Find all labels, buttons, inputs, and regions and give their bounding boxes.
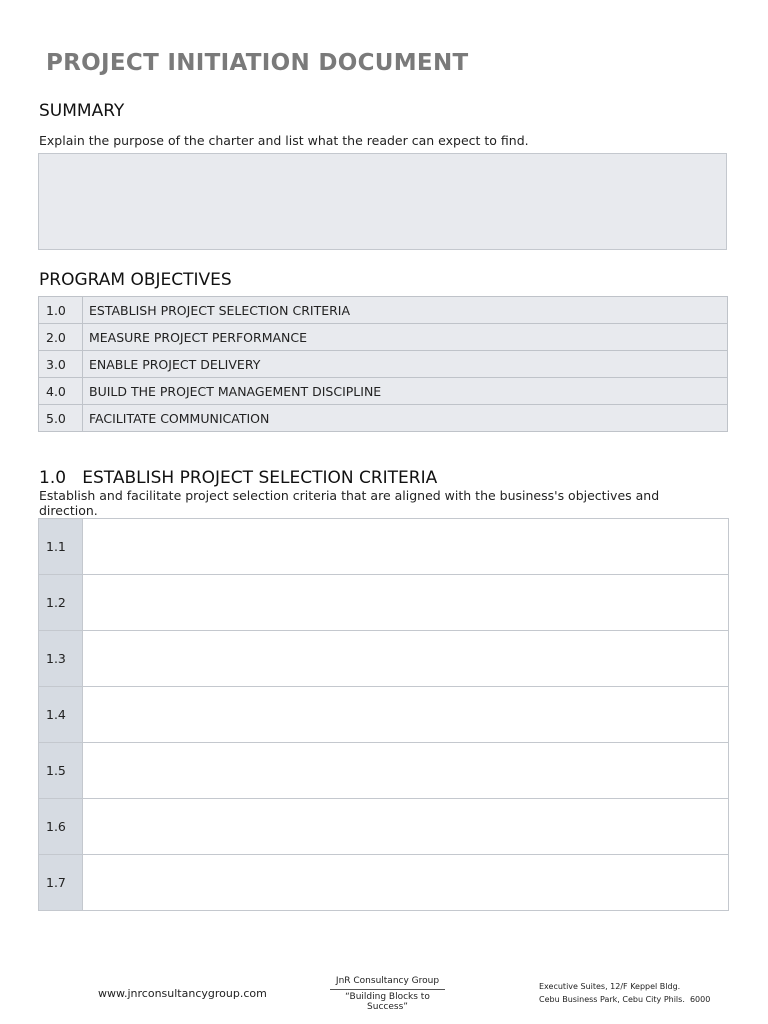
criteria-number: 1.7 [39,855,83,911]
footer-address-line-2: Cebu Business Park, Cebu City Phils. 6000 [539,995,711,1004]
objective-label[interactable]: FACILITATE COMMUNICATION [83,405,728,432]
table-row [39,743,729,799]
program-objectives-heading: PROGRAM OBJECTIVES [39,270,232,290]
section-1-table [38,518,729,911]
criteria-number: 1.6 [39,799,83,855]
section-1-description: Establish and facilitate project selection criteria that are aligned with the business's objectives and direction. [39,488,660,518]
criteria-input-cell[interactable] [83,855,729,911]
table-row [39,855,729,911]
criteria-number: 1.4 [39,687,83,743]
table-row [39,324,728,351]
document-title: PROJECT INITIATION DOCUMENT [46,50,469,76]
summary-heading: SUMMARY [39,101,125,121]
objective-label[interactable]: BUILD THE PROJECT MANAGEMENT DISCIPLINE [83,378,728,405]
table-row [39,297,728,324]
table-row [39,687,729,743]
table-row [39,575,729,631]
objective-label[interactable]: ESTABLISH PROJECT SELECTION CRITERIA [83,297,728,324]
table-row [39,631,729,687]
footer-address-line-1: Executive Suites, 12/F Keppel Bldg. [539,982,681,991]
objective-number: 1.0 [39,297,83,324]
table-row [39,405,728,432]
footer-company-name: JnR Consultancy Group [335,976,440,986]
criteria-input-cell[interactable] [83,575,729,631]
objective-label[interactable]: MEASURE PROJECT PERFORMANCE [83,324,728,351]
objective-number: 3.0 [39,351,83,378]
footer-address [539,980,710,1006]
criteria-input-cell[interactable] [83,631,729,687]
section-1-heading: 1.0 ESTABLISH PROJECT SELECTION CRITERIA [39,468,438,488]
table-row [39,799,729,855]
criteria-number: 1.1 [39,519,83,575]
objective-number: 4.0 [39,378,83,405]
footer-company-block [325,976,450,1012]
criteria-number: 1.5 [39,743,83,799]
table-row [39,351,728,378]
objective-label[interactable]: ENABLE PROJECT DELIVERY [83,351,728,378]
table-row [39,519,729,575]
objective-number: 2.0 [39,324,83,351]
summary-description: Explain the purpose of the charter and list what the reader can expect to find. [39,133,529,148]
footer-website[interactable]: www.jnrconsultancygroup.com [98,987,267,1000]
objective-number: 5.0 [39,405,83,432]
table-row [39,378,728,405]
criteria-input-cell[interactable] [83,519,729,575]
criteria-input-cell[interactable] [83,743,729,799]
criteria-number: 1.3 [39,631,83,687]
summary-input-box[interactable] [38,153,727,250]
criteria-input-cell[interactable] [83,799,729,855]
program-objectives-table [38,296,728,432]
footer-tagline: “Building Blocks to Success” [345,992,430,1012]
criteria-input-cell[interactable] [83,687,729,743]
footer-divider [330,989,445,990]
criteria-number: 1.2 [39,575,83,631]
